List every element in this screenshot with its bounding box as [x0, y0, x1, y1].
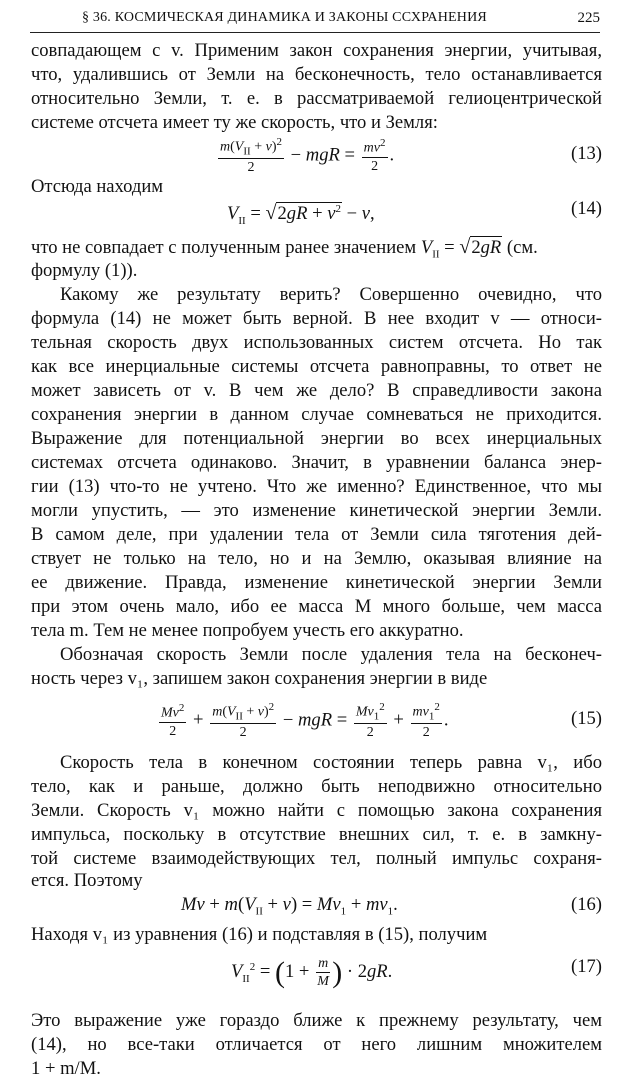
- text-fragment: (см.: [506, 237, 538, 258]
- equation-15: [31, 701, 602, 741]
- page-number: 225: [577, 10, 600, 26]
- text-line: может зависеть от v. В чем же дело? В справедливости закона: [31, 380, 602, 401]
- equation-17: [31, 950, 602, 989]
- formula-13: $\frac{m(V_{II} + v)^2}{2}$ − mgR = $\frac{mv^2}{2}$ .: [220, 136, 395, 176]
- text-line: (14), но все-таки отличается от него лишним множителем: [31, 1034, 602, 1055]
- text-line: тело, как и раньше, должно быть неподвижно относительно: [31, 776, 602, 797]
- text-line: ность через v₁, запишем закон сохранения энергии в виде: [31, 668, 488, 689]
- text-line: Какому же результату верить? Совершенно очевидно, что: [60, 284, 602, 305]
- text-line: Выражение для потенциальной энергии во всех инерциальных: [31, 428, 602, 449]
- text-line: тела m. Тем не менее попробуем учесть его аккуратно.: [31, 620, 464, 641]
- text-line: формула (14) не может быть верной. В нее входит v — относи-: [31, 308, 602, 329]
- equation-number: (16): [571, 894, 602, 915]
- text-line: Скорость тела в конечном состоянии теперь равна v₁, ибо: [60, 752, 602, 773]
- equation-number: (14): [571, 198, 602, 219]
- text-line: Земли. Скорость v₁ можно найти с помощью закона сохранения: [31, 800, 602, 821]
- text-line: сохранения энергии в данном случае сомневаться не приходится.: [31, 404, 602, 425]
- formula-14: $V_{II} = √2gR + v^2 - v$,: [227, 202, 375, 227]
- formula-15: $\frac{Mv^2}{2}$ + $\frac{m(V_{II} + v)^2}{2}$ − mgR = $\frac{Mv_1^2}{2}$ + $\frac{mv_1^2}{2}$ .: [161, 701, 449, 741]
- formula-16: $Mv + m(V_{II} + v) = Mv_1 + mv_1$.: [181, 894, 398, 918]
- text-line: импульса, поскольку в отсутствие внешних сил, т. е. в замкну-: [31, 824, 602, 845]
- text-line: Это выражение уже гораздо ближе к прежнему результату, чем: [31, 1010, 602, 1031]
- equation-16: [31, 888, 602, 922]
- text-line: системах отсчета одинаково. Значит, в уравнении баланса энер-: [31, 452, 602, 473]
- equation-number: (17): [571, 956, 602, 977]
- text-line: тельная скорость двух использованных систем отсчета. Но так: [31, 332, 602, 353]
- text-line: Обозначая скорость Земли после удаления тела на бесконеч-: [60, 644, 602, 665]
- equation-number: (15): [571, 708, 602, 729]
- text-line: Находя v₁ из уравнения (16) и подставляя в (15), получим: [31, 924, 488, 945]
- text-line: могли упустить, — это изменение кинетической энергии Земли.: [31, 500, 602, 521]
- equation-number: (13): [571, 143, 602, 164]
- header-title: § 36. КОСМИЧЕСКАЯ ДИНАМИКА И ЗАКОНЫ ССХРАНЕНИЯ: [82, 10, 487, 25]
- text-line: при этом очень мало, ибо ее масса M много больше, чем масса: [31, 596, 602, 617]
- text-line: системе отсчета имеет ту же скорость, что и Земля:: [31, 112, 438, 133]
- text-line: формулу (1)).: [31, 260, 138, 281]
- text-line: гии (13) что-то не учтено. Что же именно? Единственное, что мы: [31, 476, 602, 497]
- text-line: что, удалившись от Земли на бесконечность, тело останавливается: [31, 64, 602, 85]
- equation-14: [31, 192, 602, 226]
- text-line: Отсюда находим: [31, 176, 164, 197]
- text-line: 1 + m/M.: [31, 1058, 101, 1079]
- text-line: что не совпадает с полученным ранее значением $V_{II} = √2gR$ (см.: [31, 236, 538, 261]
- running-header: [30, 6, 600, 33]
- text-line: совпадающем с v. Применим закон сохранения энергии, учитывая,: [31, 40, 602, 61]
- text-line: той системе взаимодействующих тел, полный импульс сохраня-: [31, 848, 602, 869]
- text-line: В самом деле, при удалении тела от Земли сила тяготения дей-: [31, 524, 602, 545]
- text-line: как все инерциальные системы отсчета равноправны, то ответ не: [31, 356, 602, 377]
- text-line: ее движение. Правда, изменение кинетической энергии Земли: [31, 572, 602, 593]
- text-line: ется. Поэтому: [31, 870, 143, 891]
- text-fragment: что не совпадает с полученным ранее значением: [31, 237, 417, 258]
- text-line: ствует не только на тело, но и на Землю, оказывая влияние на: [31, 548, 602, 569]
- formula-17: $V_{II}^2 = (1$ + $\frac{m}{M}$ ) · 2gR.: [231, 955, 393, 989]
- text-line: относительно Земли, т. е. в рассматриваемой гелиоцентрической: [31, 88, 602, 109]
- equation-13: [31, 136, 602, 176]
